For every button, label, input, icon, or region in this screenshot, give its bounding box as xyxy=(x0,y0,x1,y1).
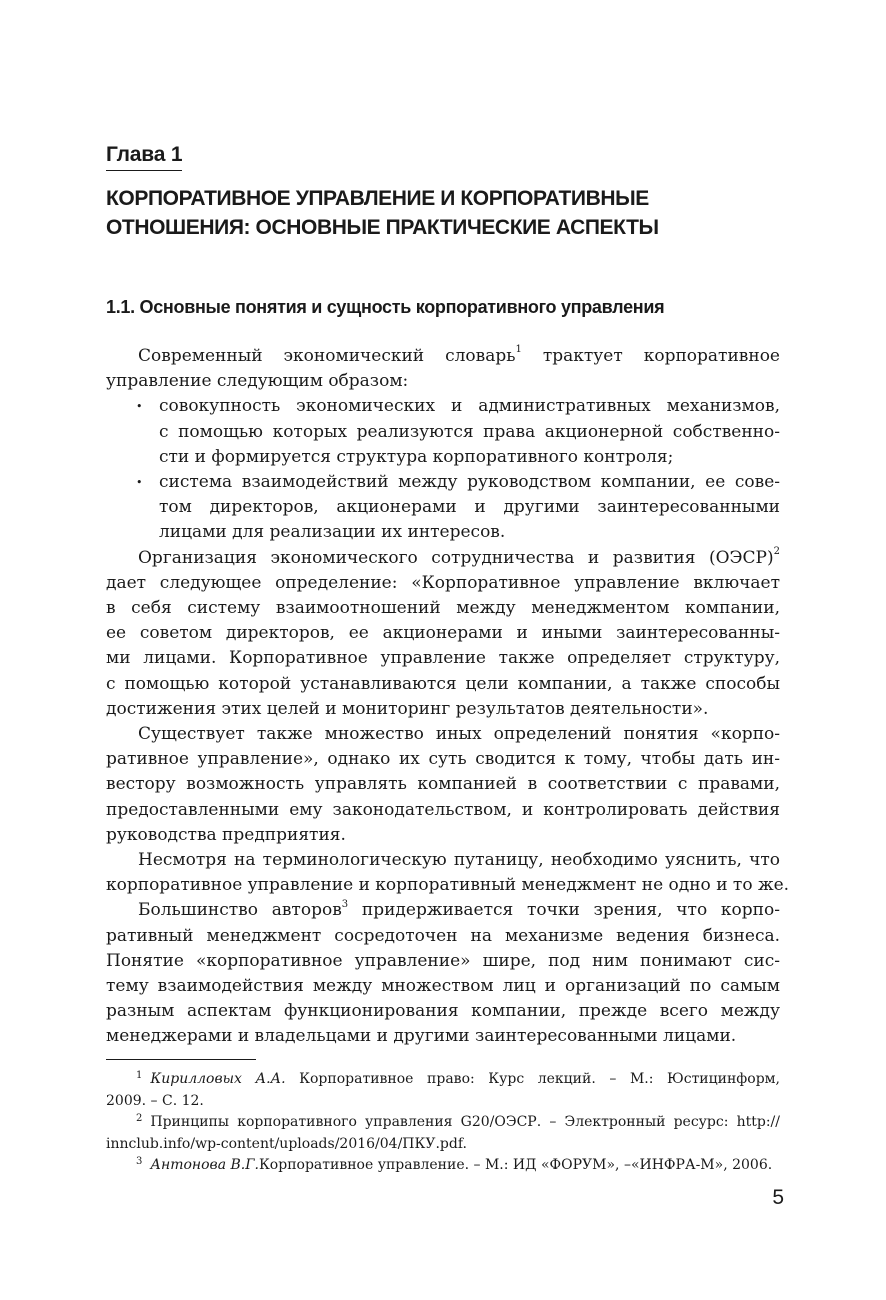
chapter-title-line: ОТНОШЕНИЯ: ОСНОВНЫЕ ПРАКТИЧЕСКИЕ АСПЕКТЫ xyxy=(106,216,659,239)
text-line: ми лицами. Корпоративное управление также определяет структуру, xyxy=(106,648,780,669)
text-line: разным аспектам функционирования компании, прежде всего между xyxy=(106,1001,780,1022)
paragraph xyxy=(106,722,780,848)
footnote-line: $^1$ Кирилловых А.А. Корпоративное право: Курс лекций. – М.: Юстицинформ, xyxy=(136,1070,780,1087)
footnote-author: Кирилловых А.А. xyxy=(150,1071,286,1087)
text-line: достижения этих целей и мониторинг результатов деятельности». xyxy=(106,698,709,719)
text-line: тему взаимодействия между множеством лиц и организаций по самым xyxy=(106,976,780,997)
text-line: менеджерами и владельцами и другими заинтересованными лицами. xyxy=(106,1026,737,1047)
bullet-list xyxy=(106,394,780,545)
text-line: • система взаимодействий между руководством компании, ее сове- xyxy=(106,470,780,495)
text-line: лицами для реализации их интересов. xyxy=(159,522,506,543)
bullet-icon: • xyxy=(136,400,143,414)
paragraph xyxy=(106,848,790,898)
list-item xyxy=(106,470,780,546)
text-line: ративный менеджмент сосредоточен на механизме ведения бизнеса. xyxy=(106,925,780,946)
footnote-number: 2 xyxy=(136,1113,143,1124)
footnote-number: 1 xyxy=(136,1070,143,1081)
text-line: с помощью которой устанавливаются цели компании, а также способы xyxy=(106,673,780,694)
page-number: 5 xyxy=(772,1186,784,1209)
section-title: 1.1. Основные понятия и сущность корпоративного управления xyxy=(106,297,665,317)
text-line: том директоров, акционерами и другими заинтересованными xyxy=(159,497,780,518)
text-line: Современный экономический словарь$^1$ трактует корпоративное xyxy=(138,344,780,366)
text-line: с помощью которых реализуются права акционерной собственно- xyxy=(159,421,780,442)
footnote-ref[interactable]: 3 xyxy=(341,898,349,910)
footnote-author: Антонова В.Г. xyxy=(150,1157,259,1173)
paragraph xyxy=(106,546,780,722)
footnote-line: $^2$ Принципы корпоративного управления G20/ОЭСР. – Электронный ресурс: http:// xyxy=(136,1113,780,1130)
text-line: ее советом директоров, ее акционерами и иными заинтересованны- xyxy=(106,623,780,644)
footnote-line: innclub.info/wp-content/uploads/2016/04/ПКУ.pdf. xyxy=(106,1136,467,1152)
main-text xyxy=(106,344,790,1050)
footnote-ref[interactable]: 2 xyxy=(773,545,780,557)
text-line: управление следующим образом: xyxy=(106,371,409,392)
footnote-number: 3 xyxy=(136,1156,143,1167)
text-line: в себя систему взаимоотношений между менеджментом компании, xyxy=(106,598,780,619)
footnote-line: $^3$ Антонова В.Г.Корпоративное управление. – М.: ИД «ФОРУМ», –«ИНФРА-М», 2006. xyxy=(136,1156,773,1173)
text-line: Существует также множество иных определений понятия «корпо- xyxy=(138,724,780,745)
text-line: руководства предприятия. xyxy=(106,824,346,845)
footnote-separator xyxy=(106,1059,256,1060)
footnote-line: 2009. – С. 12. xyxy=(106,1093,204,1109)
text-line: ративное управление», однако их суть сводится к тому, чтобы дать ин- xyxy=(106,749,780,770)
text-line: Несмотря на терминологическую путаницу, необходимо уяснить, что xyxy=(138,850,780,871)
text-line: Большинство авторов$^3$ придерживается точки зрения, что корпо- xyxy=(138,898,780,921)
bullet-icon: • xyxy=(136,476,143,490)
text-line: сти и формируется структура корпоративного контроля; xyxy=(159,446,674,467)
text-line: корпоративное управление и корпоративный менеджмент не одно и то же. xyxy=(106,875,790,896)
chapter-title-line: КОРПОРАТИВНОЕ УПРАВЛЕНИЕ И КОРПОРАТИВНЫЕ xyxy=(106,187,649,210)
footnote xyxy=(106,1069,780,1112)
chapter-label: Глава 1 xyxy=(106,143,182,171)
text-line: • совокупность экономических и административных механизмов, xyxy=(106,394,780,419)
footnotes xyxy=(106,1069,780,1177)
text-line: предоставленными ему законодательством, и контролировать действия xyxy=(106,799,780,820)
text-line: Организация экономического сотрудничества и развития (ОЭСР)$^2$ xyxy=(138,545,780,568)
paragraph xyxy=(106,898,780,1049)
list-item xyxy=(106,394,780,470)
chapter-title xyxy=(106,184,786,242)
footnote-ref[interactable]: 1 xyxy=(515,344,522,356)
text-line: дает следующее определение: «Корпоративное управление включает xyxy=(106,572,780,593)
footnote xyxy=(106,1155,780,1177)
text-line: Понятие «корпоративное управление» шире, под ним понимают сис- xyxy=(106,950,780,971)
footnote xyxy=(106,1112,780,1155)
text-line: вестору возможность управлять компанией в соответствии с правами, xyxy=(106,774,780,795)
paragraph xyxy=(106,344,780,394)
